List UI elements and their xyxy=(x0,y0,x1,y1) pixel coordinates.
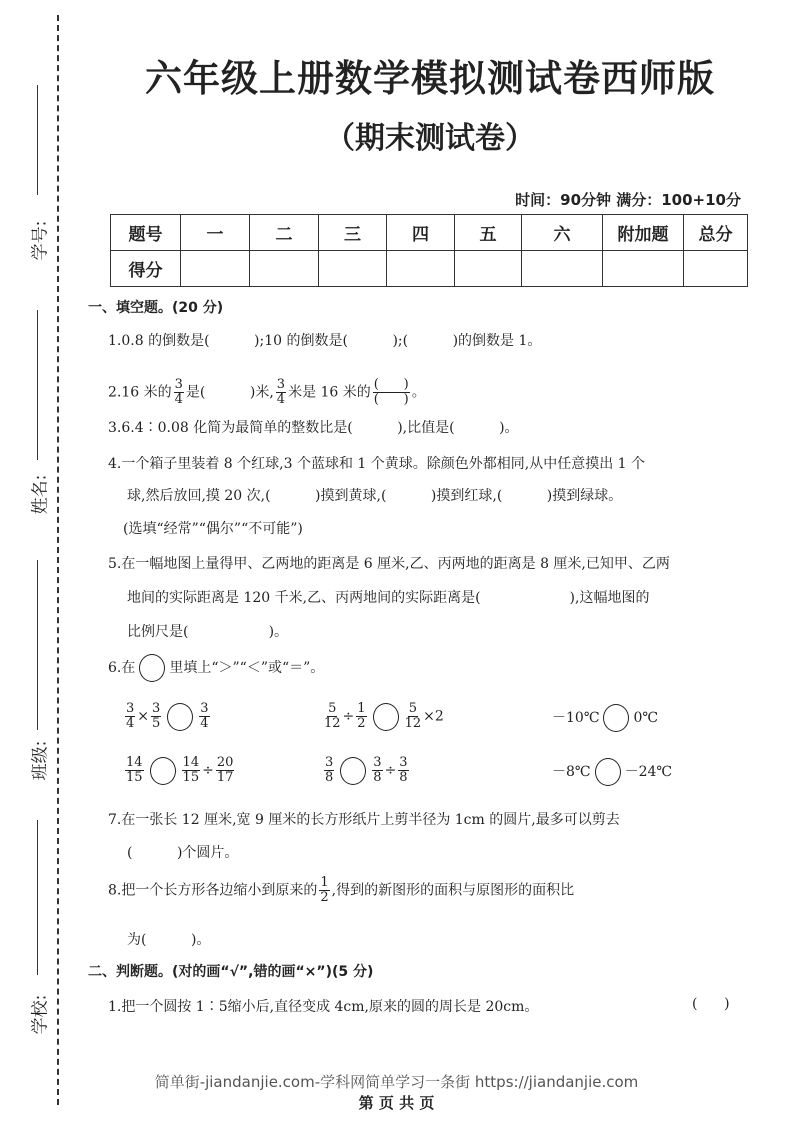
denominator: 5 xyxy=(152,716,161,731)
fraction xyxy=(324,702,341,731)
q2-text: 米是 16 米的 xyxy=(288,384,371,401)
right-value: 0℃ xyxy=(633,710,659,726)
numerator: 14 xyxy=(126,755,143,770)
score-row-label: 得分 xyxy=(111,251,181,287)
operator: ÷ xyxy=(384,762,397,779)
q2-text: 是( )米, xyxy=(185,384,274,401)
answer-circle[interactable] xyxy=(595,758,621,786)
denominator: 15 xyxy=(182,770,200,785)
numerator: 3 xyxy=(126,701,135,716)
numerator: 3 xyxy=(152,701,161,716)
score-cell[interactable] xyxy=(319,251,387,287)
fraction xyxy=(398,756,408,785)
answer-circle[interactable] xyxy=(373,703,399,731)
class-line xyxy=(37,560,38,730)
header-cell: 三 xyxy=(319,215,387,251)
numerator: 5 xyxy=(328,701,337,716)
page-title: 六年级上册数学模拟测试卷西师版 xyxy=(145,57,715,100)
q1: 1.0.8 的倒数是( );10 的倒数是( );( )的倒数是 1。 xyxy=(108,333,542,349)
header-cell: 附加题 xyxy=(603,215,684,251)
header-cell: 总分 xyxy=(684,215,748,251)
q6-text: 6.在 xyxy=(108,660,136,676)
fraction xyxy=(216,756,235,785)
denominator: 4 xyxy=(174,392,183,407)
header-cell: 题号 xyxy=(111,215,181,251)
operator: ×2 xyxy=(423,708,444,725)
q8-text: 8.把一个长方形各边缩小到原来的 xyxy=(108,882,318,899)
q5-line: 比例尺是( )。 xyxy=(127,624,289,640)
fraction xyxy=(372,756,382,785)
judge-q1: 1.把一个圆按 1∶5缩小后,直径变成 4cm,原来的圆的周长是 20cm。 xyxy=(108,999,539,1015)
q7-line: 7.在一张长 12 厘米,宽 9 厘米的长方形纸片上剪半径为 1cm 的圆片,最多可以剪去 xyxy=(108,812,620,828)
fraction xyxy=(125,702,135,731)
q7-line: ( )个圆片。 xyxy=(127,845,239,861)
fraction xyxy=(182,756,201,785)
q6-text: 里填上“＞”“＜”或“＝”。 xyxy=(169,660,325,676)
q5-line: 5.在一幅地图上量得甲、乙两地的距离是 6 厘米,乙、丙两地的距离是 8 厘米,已知甲、乙两 xyxy=(108,556,670,572)
q3: 3.6.4∶0.08 化简为最简单的整数比是( ),比值是( )。 xyxy=(108,420,519,436)
blank-fraction[interactable] xyxy=(373,378,410,407)
header-cell: 四 xyxy=(387,215,455,251)
score-cell[interactable] xyxy=(250,251,319,287)
fraction xyxy=(405,702,422,731)
q4-line: (选填“经常”“偶尔”“不可能”) xyxy=(123,521,303,537)
student-id-label: 学号: xyxy=(30,220,51,261)
denominator: 4 xyxy=(276,392,286,407)
compare-5 xyxy=(322,756,411,785)
class-label: 班级: xyxy=(30,740,51,781)
numerator: 3 xyxy=(325,755,334,770)
score-cell[interactable] xyxy=(181,251,250,287)
fraction xyxy=(125,756,144,785)
fraction xyxy=(319,876,329,905)
denominator: 17 xyxy=(216,770,234,785)
judge-answer-box[interactable]: ( ) xyxy=(692,996,730,1012)
denominator: 2 xyxy=(320,890,329,905)
numerator: 20 xyxy=(216,755,234,770)
operator: ÷ xyxy=(202,762,214,779)
q4-line: 球,然后放回,摸 20 次,( )摸到黄球,( )摸到红球,( )摸到绿球。 xyxy=(127,488,623,504)
header-cell: 六 xyxy=(522,215,603,251)
footer-watermark: 简单街-jiandanjie.com-学科网简单学习一条街 https://jiandanjie.com xyxy=(154,1073,639,1091)
q2-text: 。 xyxy=(411,384,426,401)
answer-circle[interactable] xyxy=(167,703,193,731)
q6 xyxy=(108,654,324,682)
header-cell: 一 xyxy=(181,215,250,251)
answer-circle[interactable] xyxy=(603,704,629,732)
denominator: 12 xyxy=(324,716,341,731)
q8-text: ,得到的新图形的面积与原图形的面积比 xyxy=(331,882,575,899)
score-cell[interactable] xyxy=(387,251,455,287)
page-subtitle: （期末测试卷） xyxy=(325,121,535,156)
name-line xyxy=(37,310,38,460)
numerator: 1 xyxy=(320,875,329,890)
fraction xyxy=(174,378,184,407)
denominator: 8 xyxy=(373,770,382,785)
school-line xyxy=(37,820,38,975)
score-table xyxy=(110,214,748,287)
header-cell: 五 xyxy=(455,215,522,251)
fraction xyxy=(356,702,366,731)
denominator: 4 xyxy=(200,716,209,731)
numerator: 3 xyxy=(276,377,286,392)
section1-title: 一、填空题。(20 分) xyxy=(88,300,224,316)
q2 xyxy=(108,362,426,407)
numerator-blank: ( ) xyxy=(373,377,409,392)
denominator: 4 xyxy=(126,716,135,731)
compare-4 xyxy=(123,756,236,785)
q4-line: 4.一个箱子里装着 8 个红球,3 个蓝球和 1 个黄球。除颜色外都相同,从中任意摸出 1 个 xyxy=(108,456,646,472)
fraction xyxy=(151,702,161,731)
compare-2 xyxy=(322,702,444,731)
compare-3 xyxy=(552,704,658,732)
answer-circle[interactable] xyxy=(150,757,176,785)
compare-6 xyxy=(552,758,672,786)
page-number: 第 页 共 页 xyxy=(358,1094,435,1112)
name-label: 姓名: xyxy=(30,474,51,515)
score-header-row xyxy=(111,215,748,251)
numerator: 3 xyxy=(399,755,408,770)
denominator: 12 xyxy=(404,716,422,731)
q8 xyxy=(108,876,574,905)
binding-cut-line xyxy=(57,15,59,1105)
q5-line: 地间的实际距离是 120 千米,乙、丙两地间的实际距离是( ),这幅地图的 xyxy=(127,590,650,606)
denominator-blank: ( ) xyxy=(373,392,409,407)
denominator: 8 xyxy=(325,770,334,785)
section2-title: 二、判断题。(对的画“√”,错的画“×”)(5 分) xyxy=(88,964,374,980)
fraction xyxy=(324,756,334,785)
exam-info: 时间：90分钟 满分：100+10分 xyxy=(515,191,741,209)
operator: × xyxy=(137,708,150,725)
numerator: 3 xyxy=(373,755,382,770)
score-cell[interactable] xyxy=(455,251,522,287)
q8-line2: 为( )。 xyxy=(127,932,211,948)
fraction xyxy=(199,702,209,731)
compare-1 xyxy=(123,702,212,731)
denominator: 15 xyxy=(126,770,143,785)
score-cell[interactable] xyxy=(684,251,748,287)
score-cell[interactable] xyxy=(522,251,603,287)
numerator: 14 xyxy=(182,755,200,770)
school-label: 学校: xyxy=(30,994,51,1035)
numerator: 3 xyxy=(200,701,209,716)
header-cell: 二 xyxy=(250,215,319,251)
score-row xyxy=(111,251,748,287)
numerator: 5 xyxy=(408,701,417,716)
numerator: 1 xyxy=(357,701,366,716)
numerator: 3 xyxy=(174,377,183,392)
q2-text: 2.16 米的 xyxy=(108,384,172,401)
right-value: －24℃ xyxy=(624,764,673,780)
left-value: －10℃ xyxy=(552,710,600,726)
circle-icon xyxy=(139,654,165,682)
denominator: 8 xyxy=(399,770,408,785)
score-cell[interactable] xyxy=(603,251,684,287)
fraction xyxy=(276,378,286,407)
left-value: －8℃ xyxy=(552,764,591,780)
answer-circle[interactable] xyxy=(340,757,366,785)
denominator: 2 xyxy=(357,716,366,731)
operator: ÷ xyxy=(342,708,355,725)
